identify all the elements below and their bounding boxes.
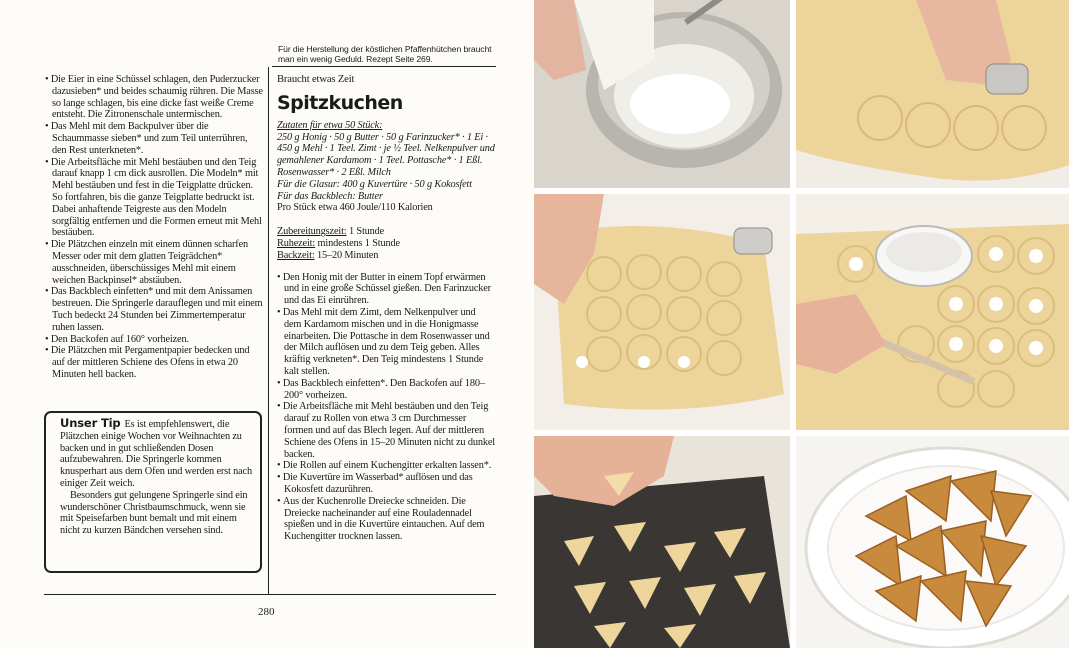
instruction-step: • Die Plätzchen einzeln mit einem dünnen scharfen Messer oder mit dem glatten Teigrädchen* ausschneiden, überschüssiges Mehl mit einem weichen Backpinsel* abstäuben. bbox=[45, 239, 263, 286]
photo-adding-filling bbox=[796, 194, 1069, 430]
photo-grid bbox=[534, 0, 1069, 648]
tip-heading: Unser Tip bbox=[60, 416, 121, 430]
book-page-left bbox=[0, 0, 532, 648]
bottom-rule bbox=[44, 594, 496, 595]
photo-cutting-dough bbox=[796, 0, 1069, 188]
recipe-subhead: Braucht etwas Zeit bbox=[277, 74, 355, 85]
instruction-step: • Die Arbeitsfläche mit Mehl bestäuben und den Teig darauf knapp 1 cm dick ausrollen. Die Modeln* mit Mehl bestäuben und fest in die Teigplatte drücken. So fortfahren, bis die ganze Teigplatte bedruckt ist. Dabei anhaftende Teigreste aus den Modeln sorgfältig entfernen und die Formen erneut mit Mehl bestäuben. bbox=[45, 157, 263, 240]
recipe-step: • Das Backblech einfetten*. Den Backofen auf 180–200° vorheizen. bbox=[277, 378, 495, 402]
page-number: 280 bbox=[258, 606, 275, 618]
recipe-step: • Die Kuvertüre im Wasserbad* auflösen und das Kokosfett dazurühren. bbox=[277, 472, 495, 496]
column-divider bbox=[268, 67, 269, 594]
instruction-step: • Die Plätzchen mit Pergamentpapier bedecken und auf der mittleren Schiene des Ofens in etwa 20 Minuten hell backen. bbox=[45, 345, 263, 380]
prep-value: 1 Stunde bbox=[348, 226, 385, 238]
instruction-step: • Den Backofen auf 160° vorheizen. bbox=[45, 334, 263, 346]
spitzkuchen-recipe bbox=[277, 74, 495, 543]
photo-dough-circles bbox=[534, 194, 790, 430]
tip-paragraph bbox=[60, 418, 252, 490]
time-info bbox=[277, 226, 495, 261]
bake-label: Backzeit: bbox=[277, 249, 315, 261]
tip-paragraph-2: Besonders gut gelungene Springerle sind ein wunderschöner Christbaumschmuck, wenn sie mit Speisefarben bunt bemalt und mit einem nicht zu kurzen Bändchen versehen sind. bbox=[60, 489, 248, 537]
ingredients-block bbox=[277, 120, 495, 203]
recipe-step: • Das Mehl mit dem Zimt, dem Nelkenpulver und dem Kardamom mischen und in die Honigmasse einarbeiten. Die Pottasche in dem Rosenwasser und der Milch auflösen und zu dem Teig geben. Alles kräftig verkneten*. Den Teig mindestens 1 Stunde kalt stellen. bbox=[277, 307, 495, 378]
photo-flour-bowl bbox=[534, 0, 790, 188]
recipe-step: • Den Honig mit der Butter in einem Topf erwärmen und in eine große Schüssel gießen. Den Farinzucker und das Ei einrühren. bbox=[277, 272, 495, 307]
glaze-ingredients: Für die Glasur: 400 g Kuvertüre · 50 g Kokosfett bbox=[277, 178, 472, 190]
photo-finished-pastries bbox=[796, 436, 1069, 648]
rest-value: mindestens 1 Stunde bbox=[317, 237, 400, 249]
top-right-rule bbox=[272, 66, 496, 67]
recipe-steps bbox=[277, 272, 495, 543]
instruction-step: • Die Eier in eine Schüssel schlagen, den Puderzucker dazusieben* und beides schaumig rühren. Die Masse so lange schlagen, bis eine dicke fast weiße Creme entsteht. Die Zitronenschale untermischen. bbox=[45, 74, 263, 121]
calories-info: Pro Stück etwa 460 Joule/110 Kalorien bbox=[277, 202, 433, 214]
instruction-step: • Das Mehl mit dem Backpulver über die Schaummasse sieben* und zum Teil unterrühren, den Rest unterkneten*. bbox=[45, 121, 263, 156]
bake-value: 15–20 Minuten bbox=[316, 249, 379, 261]
photo-caption-note: Für die Herstellung der köstlichen Pfaffenhütchen braucht man ein wenig Geduld. Rezept Seite 269. bbox=[278, 44, 492, 64]
recipe-step: • Die Rollen auf einem Kuchengitter erkalten lassen*. bbox=[277, 460, 495, 472]
ingredients-list: 250 g Honig · 50 g Butter · 50 g Farinzucker* · 1 Ei · 450 g Mehl · 1 Teel. Zimt · je ½ Teel. Nelkenpulver und gemahlener Kardamom · 1 Teel. Pottasche* · 1 Eßl. Rosenwasser* · 2 Eßl. Milch bbox=[277, 131, 495, 178]
photo-baking-tray bbox=[534, 436, 790, 648]
rest-label: Ruhezeit: bbox=[277, 237, 316, 249]
recipe-title: Spitzkuchen bbox=[277, 91, 403, 114]
recipe-step: • Aus der Kuchenrolle Dreiecke schneiden. Die Dreiecke nacheinander auf eine Rouladennadel spießen und in die Kuvertüre eintauchen. Auf dem Kuchengitter trocknen lassen. bbox=[277, 496, 495, 543]
tray-ingredients: Für das Backblech: Butter bbox=[277, 190, 383, 202]
prep-label: Zubereitungszeit: bbox=[277, 226, 347, 238]
springerle-instructions bbox=[45, 74, 263, 381]
instruction-step: • Das Backblech einfetten* und mit dem Anissamen bestreuen. Die Springerle darauflegen und mit einem Tuch bedeckt 24 Stunden bei Zimmertemperatur ruhen lassen. bbox=[45, 286, 263, 333]
tip-box bbox=[44, 411, 262, 573]
recipe-step: • Die Arbeitsfläche mit Mehl bestäuben und den Teig darauf zu Rollen von etwa 3 cm Durchmesser formen und auf das Blech legen. Auf der mittleren Schiene des Ofens in 15–20 Minuten nicht zu dunkel backen. bbox=[277, 401, 495, 460]
tip-text: Es ist empfehlenswert, die Plätzchen einige Wochen vor Weihnachten zu backen und in gut schließenden Dosen aufzubewahren. Die Springerle kommen knusperhart aus dem Ofen und werden erst nach einiger Zeit weich. bbox=[60, 419, 252, 489]
ingredients-lead: Zutaten für etwa 50 Stück: bbox=[277, 119, 383, 131]
